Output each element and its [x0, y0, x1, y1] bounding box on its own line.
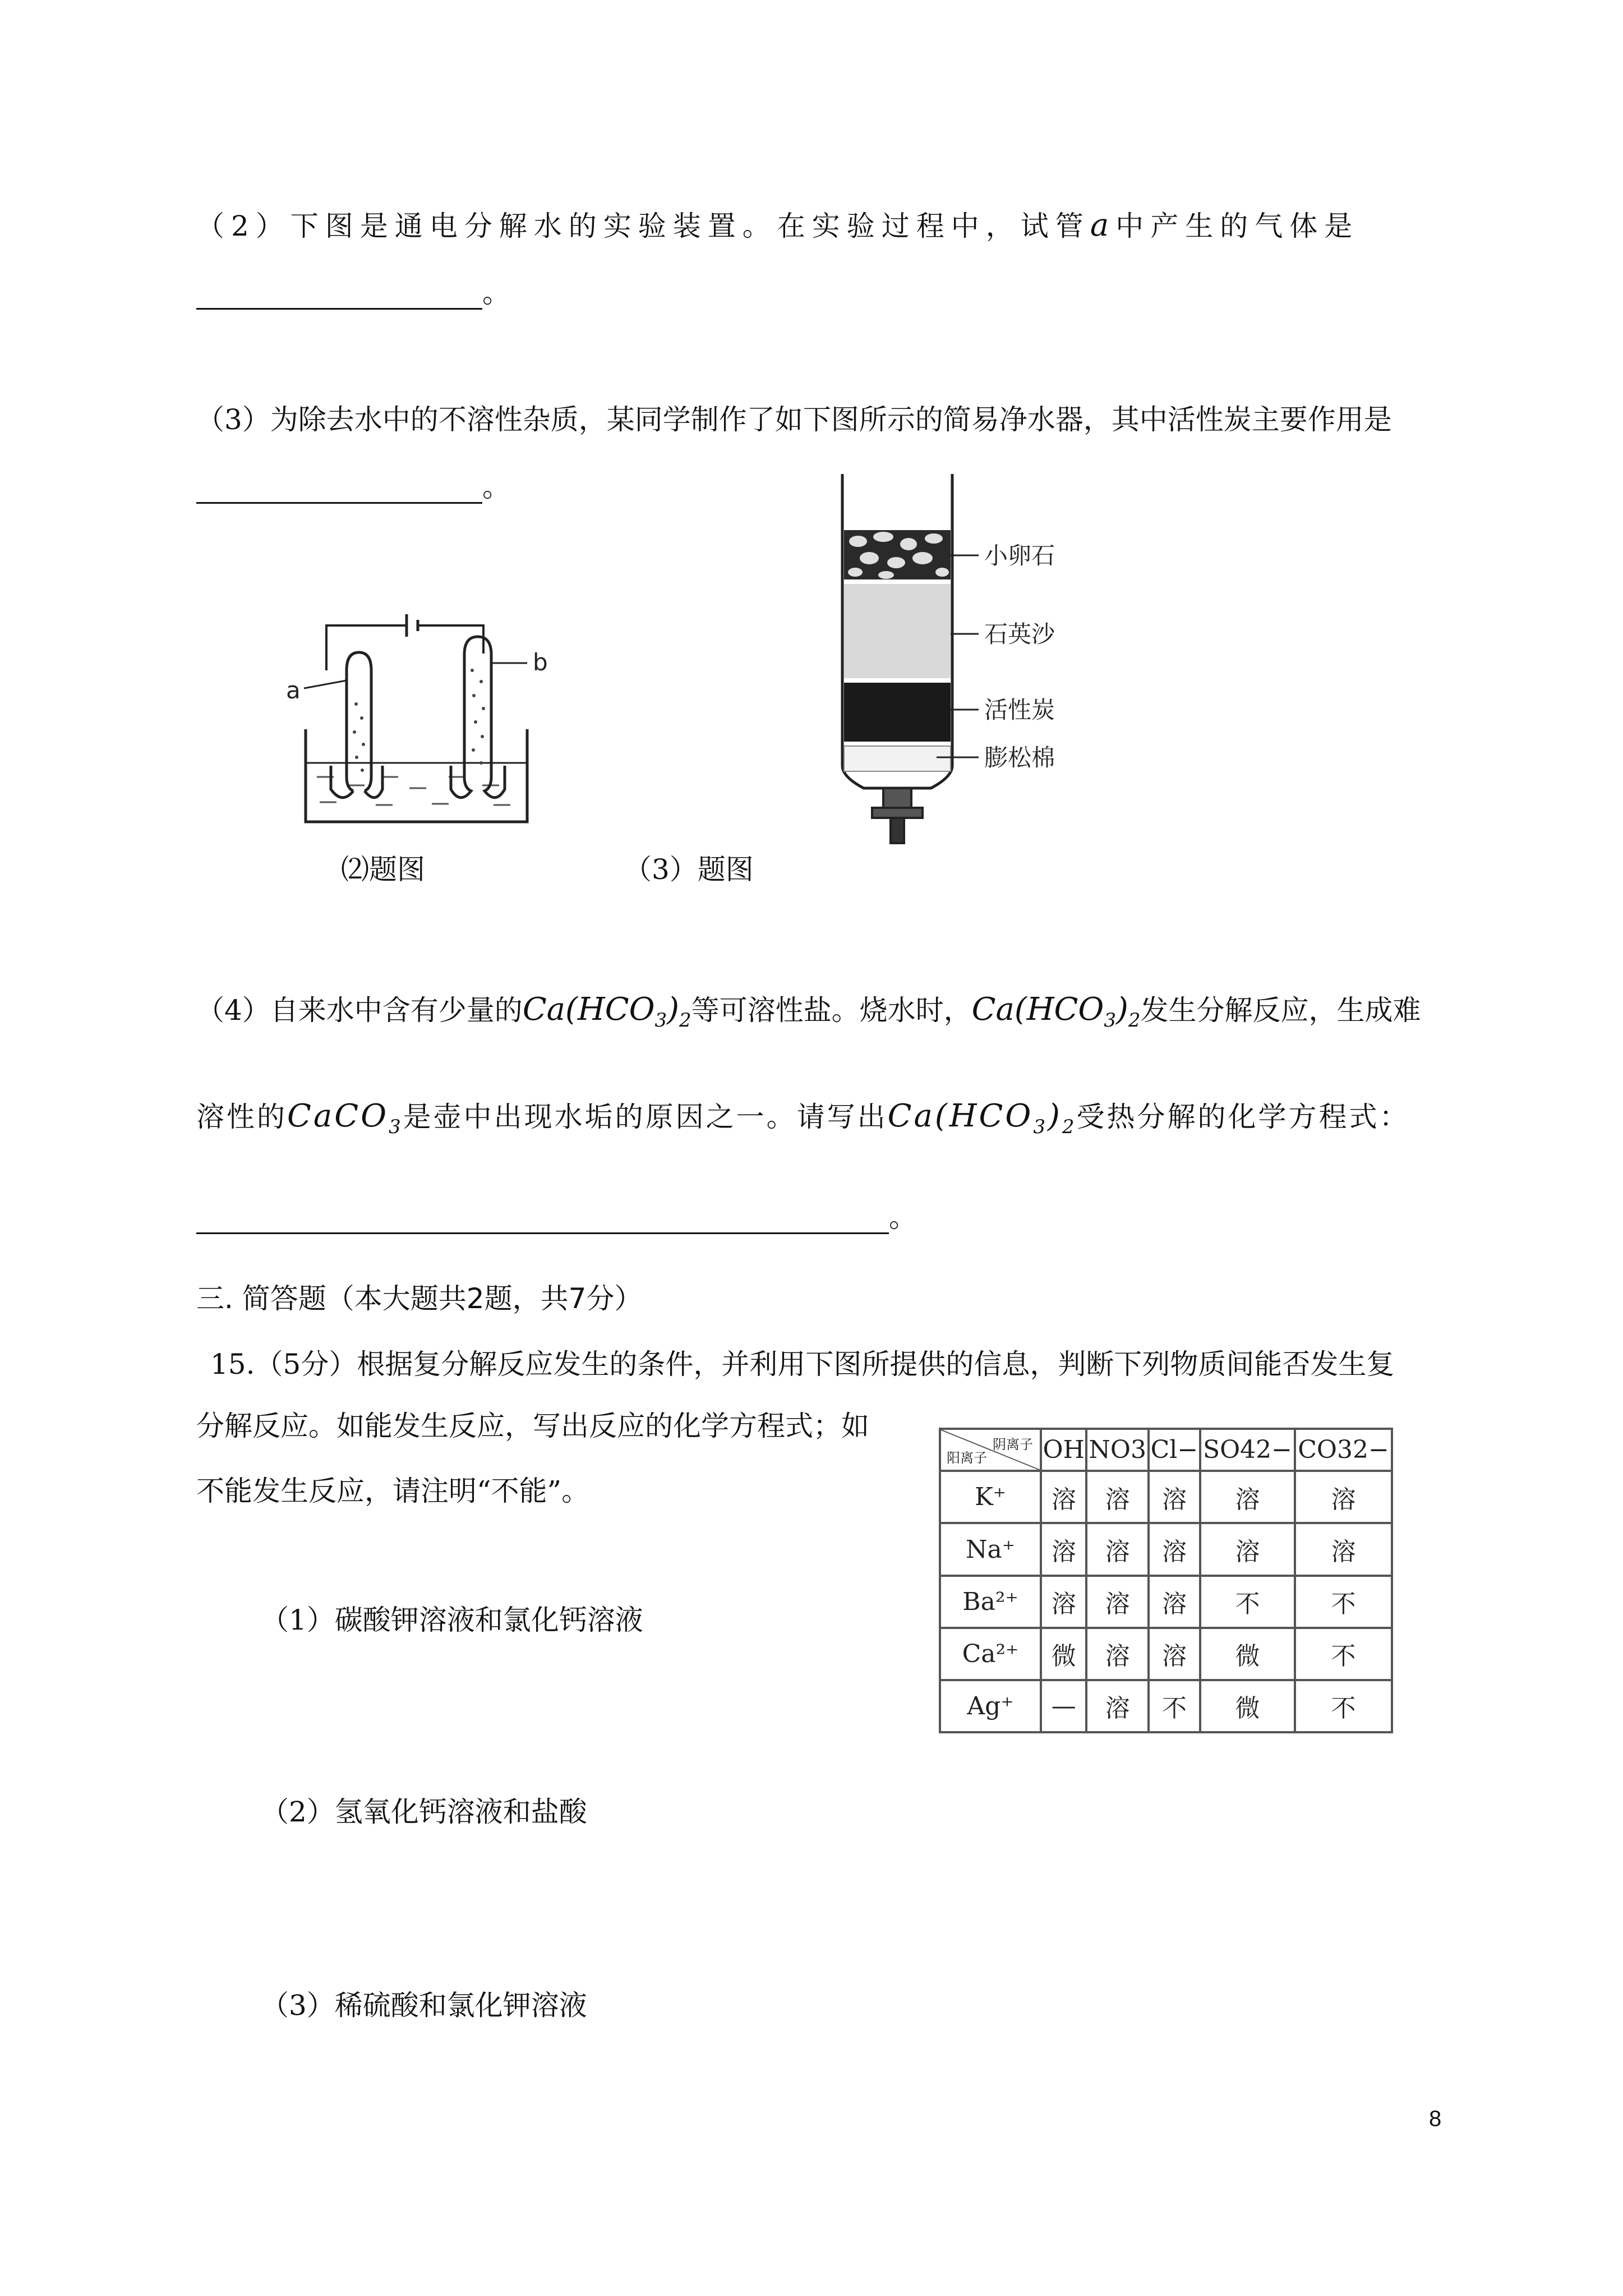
- table-cell: 溶: [1086, 1523, 1149, 1575]
- col-co3: CO32−: [1295, 1429, 1392, 1471]
- q15-line3: 不能发生反应，请注明“不能”。: [196, 1475, 590, 1507]
- table-cell: 溶: [1200, 1471, 1295, 1523]
- cotton-layer: [844, 746, 951, 771]
- table-cell: 微: [1200, 1628, 1295, 1680]
- q15-line1: 15.（5分）根据复分解反应发生的条件，并利用下图所提供的信息，判断下列物质间能否发生复: [210, 1348, 1395, 1381]
- label-quartz-sand: 石英沙: [984, 620, 1055, 648]
- label-activated-carbon: 活性炭: [984, 696, 1055, 724]
- label-cotton: 膨松棉: [984, 744, 1055, 771]
- q3-answer-blank[interactable]: [196, 477, 482, 504]
- page-number: 8: [1429, 2106, 1442, 2131]
- table-cell: 溶: [1149, 1523, 1200, 1575]
- q4-line1: [196, 993, 1421, 1037]
- table-cell: 溶: [1041, 1471, 1086, 1523]
- label-pebbles: 小卵石: [984, 542, 1055, 569]
- table-row: [940, 1576, 1392, 1628]
- outlet-valve: [872, 788, 923, 843]
- table-cell: 不: [1200, 1576, 1295, 1628]
- q3-text-content: （3）为除去水中的不溶性杂质，某同学制作了如下图所示的简易净水器，其中活性炭主要作用是: [196, 403, 1392, 436]
- calcium-bicarbonate-formula-1: $Ca(HCO_3)_2$: [522, 991, 691, 1032]
- section3-heading: 三. 简答题（本大题共2题，共7分）: [196, 1282, 643, 1315]
- solubility-table: [939, 1428, 1393, 1733]
- table-row: [940, 1628, 1392, 1680]
- row-ion: Ag⁺: [940, 1680, 1041, 1732]
- table-cell: 不: [1295, 1628, 1392, 1680]
- table-cell: 不: [1149, 1680, 1200, 1732]
- q15-sub1: （1）碳酸钾溶液和氯化钙溶液: [261, 1604, 643, 1636]
- table-cell: 微: [1200, 1680, 1295, 1732]
- q2-period: 。: [482, 277, 510, 309]
- calcium-carbonate-formula: CaCO$_3$: [287, 1098, 403, 1139]
- table-row: [940, 1523, 1392, 1575]
- q3-answer-line[interactable]: [196, 470, 510, 504]
- q4-answer-blank[interactable]: [196, 1208, 889, 1234]
- q3-text: [196, 403, 1392, 436]
- q2-text: [196, 209, 1359, 243]
- q2-answer-line[interactable]: [196, 276, 510, 310]
- table-cell: 溶: [1086, 1471, 1149, 1523]
- col-oh: OH: [1041, 1429, 1086, 1471]
- q15-sub2: （2）氢氧化钙溶液和盐酸: [261, 1796, 587, 1828]
- corner-cation-label: 阳离子: [947, 1450, 987, 1466]
- table-cell: 不: [1295, 1576, 1392, 1628]
- label-b: b: [533, 648, 548, 676]
- table-cell: 溶: [1295, 1471, 1392, 1523]
- table-cell: 溶: [1295, 1523, 1392, 1575]
- quartz-sand-layer: [844, 584, 951, 678]
- table-cell: 溶: [1149, 1471, 1200, 1523]
- table-corner-cell: [940, 1429, 1041, 1471]
- q15-line2: 分解反应。如能发生反应，写出反应的化学方程式；如: [196, 1410, 869, 1442]
- table-cell: 溶: [1149, 1628, 1200, 1680]
- activated-carbon-layer: [844, 683, 951, 742]
- table-cell: 不: [1295, 1680, 1392, 1732]
- table-cell: 溶: [1086, 1628, 1149, 1680]
- row-ion: Ca²⁺: [940, 1628, 1041, 1680]
- q3-period: 。: [482, 471, 510, 503]
- battery-icon: [407, 614, 418, 637]
- table-cell: —: [1041, 1680, 1086, 1732]
- q4-answer-line[interactable]: [196, 1200, 917, 1234]
- table-cell: 微: [1041, 1628, 1086, 1680]
- circuit-wires: [326, 625, 483, 670]
- water-trough: [306, 729, 527, 822]
- q4-part4: 溶性的: [196, 1101, 287, 1133]
- q4-part5: 是壶中出现水垢的原因之一。请写出: [403, 1101, 888, 1133]
- table-row: [940, 1680, 1392, 1732]
- water-filter-figure: [830, 474, 1133, 844]
- q4-period: 。: [889, 1201, 917, 1234]
- electrolysis-caption: ⑵题图: [341, 853, 425, 886]
- label-a-pointer: [304, 680, 347, 688]
- q2-tube-label: a: [1090, 207, 1116, 243]
- q4-part2: 等可溶性盐。烧水时，: [691, 994, 972, 1027]
- q4-part3: 发生分解反应，生成难: [1140, 994, 1421, 1027]
- q2-answer-blank[interactable]: [196, 283, 482, 310]
- table-cell: 溶: [1086, 1680, 1149, 1732]
- q2-text-end: 中产生的气体是: [1115, 210, 1359, 242]
- label-a: a: [286, 677, 301, 704]
- q2-text-start: （2）下图是通电分解水的实验装置。在实验过程中，试管: [196, 210, 1090, 242]
- table-cell: 溶: [1200, 1523, 1295, 1575]
- corner-anion-label: 阴离子: [993, 1437, 1033, 1452]
- table-cell: 溶: [1041, 1576, 1086, 1628]
- table-cell: 溶: [1149, 1576, 1200, 1628]
- q4-part6: 受热分解的化学方程式：: [1076, 1101, 1410, 1133]
- table-row: [940, 1471, 1392, 1523]
- calcium-bicarbonate-formula-3: $Ca(HCO_3)_2$: [887, 1098, 1077, 1139]
- filter-caption: （3）题图: [624, 853, 754, 886]
- col-no3: NO3: [1086, 1429, 1149, 1471]
- row-ion: Ba²⁺: [940, 1576, 1041, 1628]
- col-so4: SO42−: [1200, 1429, 1295, 1471]
- table-header-row: [940, 1429, 1392, 1471]
- q4-line2: [196, 1099, 1409, 1144]
- row-ion: Na⁺: [940, 1523, 1041, 1575]
- electrolysis-figure: [264, 592, 578, 827]
- col-cl: Cl−: [1149, 1429, 1200, 1471]
- test-tube-b: [451, 637, 505, 798]
- table-cell: 溶: [1041, 1523, 1086, 1575]
- row-ion: K⁺: [940, 1471, 1041, 1523]
- table-cell: 溶: [1086, 1576, 1149, 1628]
- calcium-bicarbonate-formula-2: $Ca(HCO_3)_2$: [971, 991, 1141, 1032]
- q4-part1: （4）自来水中含有少量的: [196, 994, 523, 1027]
- test-tube-a: [331, 652, 382, 798]
- q15-sub3: （3）稀硫酸和氯化钾溶液: [261, 1989, 587, 2022]
